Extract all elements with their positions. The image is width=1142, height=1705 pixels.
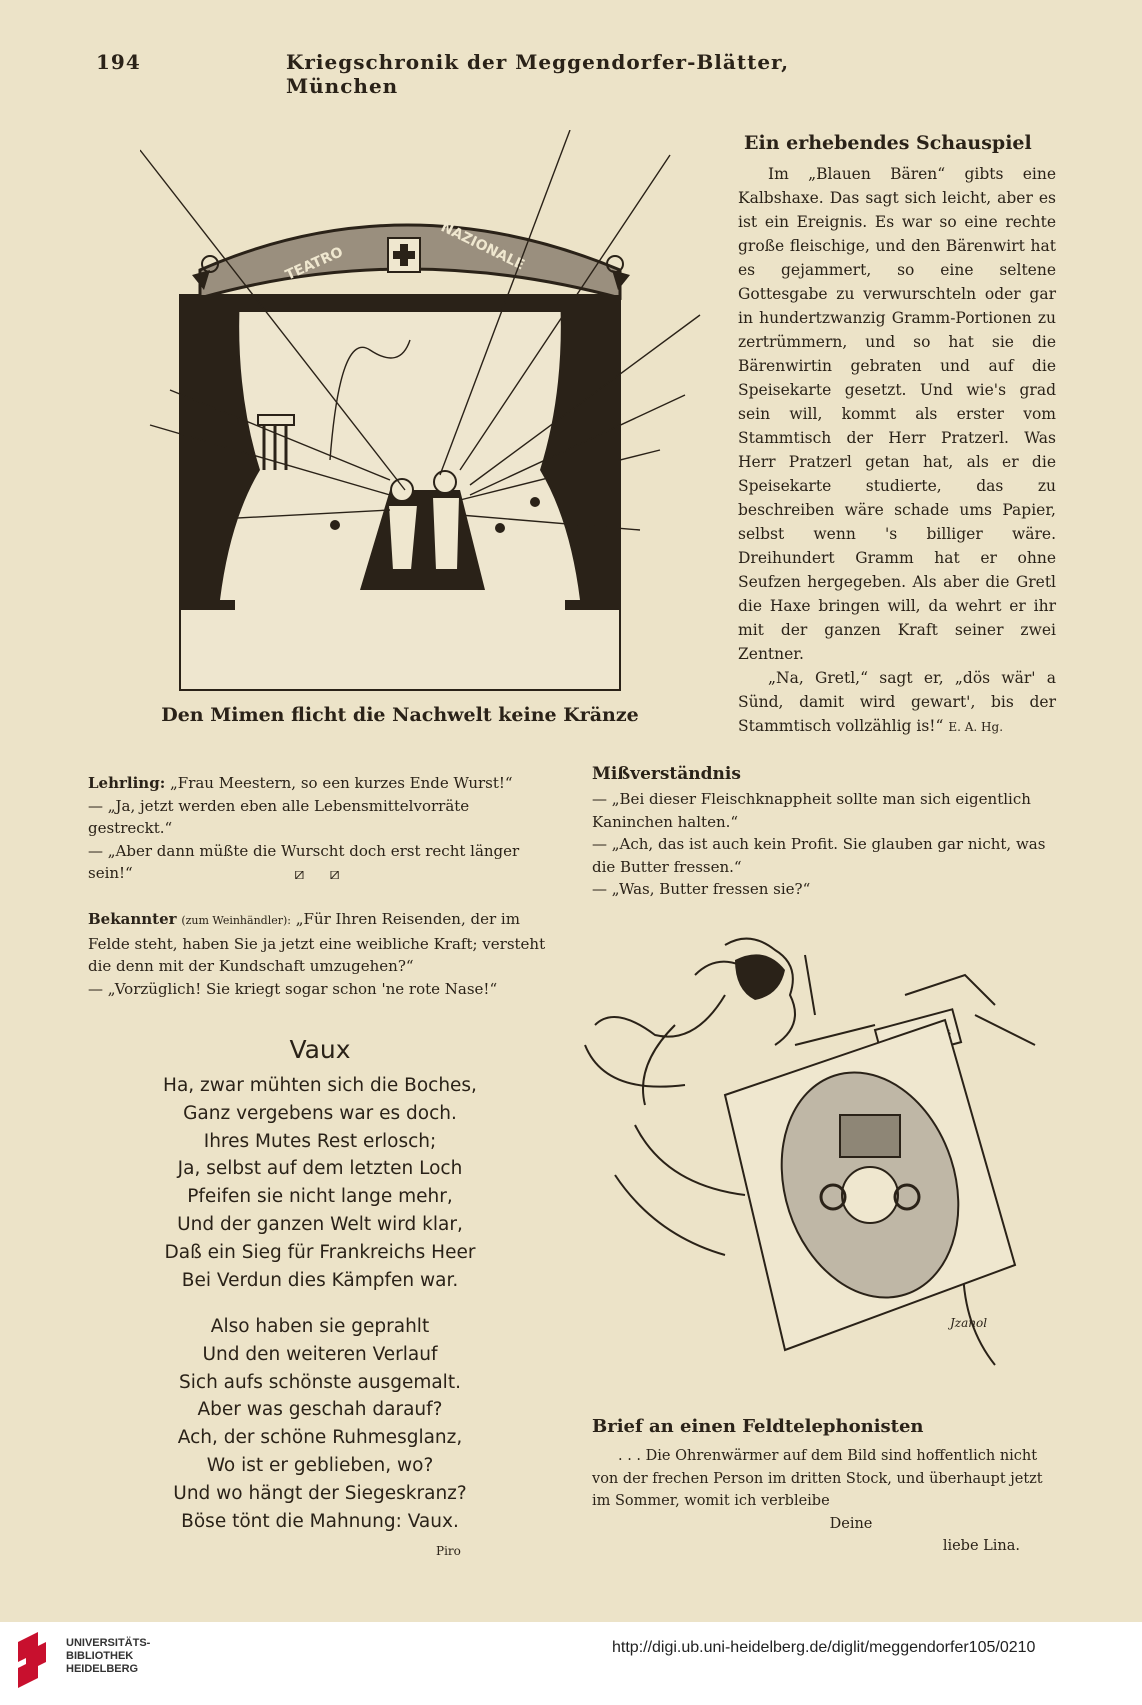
sign-nazionale: NAZIONALE bbox=[438, 219, 527, 274]
joke-missverstaendnis bbox=[592, 764, 1060, 901]
joke-line: — „Aber dann müßte die Wurscht doch erst recht länger sein!“ bbox=[88, 841, 520, 882]
poem-title: Vaux bbox=[289, 1035, 351, 1064]
joke-line: — „Was, Butter fressen sie?“ bbox=[592, 880, 811, 898]
joke-speaker: Lehrling: bbox=[88, 774, 166, 792]
sign-teatro: TEATRO bbox=[283, 244, 346, 284]
woman-with-photo-illustration bbox=[575, 935, 1055, 1380]
poem-stanza-2: Also haben sie geprahlt Und den weiteren Verlauf Sich aufs schönste ausgemalt. Aber was geschah darauf? Ach, der schöne Ruhmesglanz, Wo ist er geblieben, wo? Und wo hängt der Siegeskranz? Böse tönt die Mahnung: Vaux. bbox=[173, 1316, 467, 1532]
letter-body: . . . Die Ohrenwärmer auf dem Bild sind hoffentlich nicht von der frechen Person im dritten Stock, und überhaupt jetzt im Sommer, womit ich verbleibe bbox=[592, 1448, 1043, 1509]
joke-line: — „Ja, jetzt werden eben alle Lebensmittelvorräte gestreckt.“ bbox=[88, 796, 470, 837]
joke-lehrling: Lehrling: „Frau Meestern, so een kurzes Ende Wurst!“ — „Ja, jetzt werden eben alle Lebensmittelvorräte gestreckt.“ — „Aber dann müßte die Wurscht doch erst recht länger sein!“ bbox=[88, 772, 556, 885]
story-paragraph: Im „Blauen Bären“ gibts eine Kalbshaxe. Das sagt sich leicht, aber es ist ein Ereignis. Es war so eine rechte große fleischige, und den Bärenwirt hat es gejammert, so eine seltene Gottesgabe zu verwurschteln oder gar in hundertzwanzig Gramm-Portionen zu zertrümmern, und so hat sie die Bärenwirtin gebraten und auf die Speisekarte gesetzt. Und wie's grad sein will, kommt als erster vom Stammtisch der Herr Pratzerl. Was Herr Pratzerl getan hat, als er die Speisekarte studierte, das zu beschreiben wäre schade ums Papier, selbst wenn 's billiger wäre. Dreihundert Gramm hat er ohne Seufzen hergegeben. Als aber die Gretl die Haxe bringen will, da wehrt er ihr mit der ganzen Kraft seiner zwei Zentner. bbox=[738, 165, 1056, 663]
running-head bbox=[96, 50, 896, 98]
page-number: 194 bbox=[96, 50, 141, 74]
story-paragraph: „Na, Gretl,“ sagt er, „dös wär' a Sünd, damit wird gewart', bis der Stammtisch vollzählig is!“ E. A. Hg. bbox=[738, 669, 1056, 735]
footer-bar bbox=[0, 1622, 1142, 1705]
poem-author: Piro bbox=[436, 1544, 461, 1558]
section-divider: ⧄ ⧄ bbox=[294, 864, 350, 883]
letter-brief bbox=[592, 1416, 1060, 1558]
letter-closing: Deine bbox=[829, 1515, 873, 1532]
joke-speaker: Bekannter bbox=[88, 910, 177, 928]
letter-title: Brief an einen Feldtelephonisten bbox=[592, 1416, 924, 1437]
joke-line: — „Bei dieser Fleischknappheit sollte man sich eigentlich Kaninchen halten.“ bbox=[592, 790, 1031, 831]
university-library-logo-icon bbox=[14, 1630, 54, 1696]
artist-signature: Jzanol bbox=[950, 1316, 988, 1330]
joke-title: Mißverständnis bbox=[592, 764, 741, 784]
joke-bekannter: Bekannter (zum Weinhändler): „Für Ihren Reisenden, der im Felde steht, haben Sie ja jetzt eine weibliche Kraft; versteht die denn mit der Kundschaft umzugehen?“ — „Vorzüglich! Sie kriegt sogar schon 'ne rote Nase!“ bbox=[88, 908, 556, 1000]
illustration-caption: Den Mimen flicht die Nachwelt keine Kränze bbox=[161, 704, 639, 726]
source-url-link[interactable]: http://digi.ub.uni-heidelberg.de/diglit/meggendorfer105/0210 bbox=[612, 1639, 1036, 1656]
letter-closing: liebe Lina. bbox=[942, 1538, 1020, 1554]
page-header-title: Kriegschronik der Meggendorfer-Blätter, München bbox=[286, 50, 790, 98]
joke-line: — „Vorzüglich! Sie kriegt sogar schon 'ne rote Nase!“ bbox=[88, 979, 498, 998]
library-name: UNIVERSITÄTS- BIBLIOTHEK HEIDELBERG bbox=[66, 1637, 151, 1675]
story-title: Ein erhebendes Schauspiel bbox=[744, 132, 1032, 154]
poem-stanza-1: Ha, zwar mühten sich die Boches, Ganz vergebens war es doch. Ihres Mutes Rest erlosch; Ja, selbst auf dem letzten Loch Pfeifen sie nicht lange mehr, Und der ganzen Welt wird klar, Daß ein Sieg für Frankreichs Heer Bei Verdun dies Kämpfen war. bbox=[163, 1075, 477, 1291]
theatre-illustration bbox=[140, 130, 730, 720]
joke-line: — „Ach, das ist auch kein Profit. Sie glauben gar nicht, was die Butter fressen.“ bbox=[592, 835, 1046, 876]
story-signature: E. A. Hg. bbox=[948, 720, 1004, 734]
story-ein-erhebendes-schauspiel bbox=[738, 132, 1056, 739]
